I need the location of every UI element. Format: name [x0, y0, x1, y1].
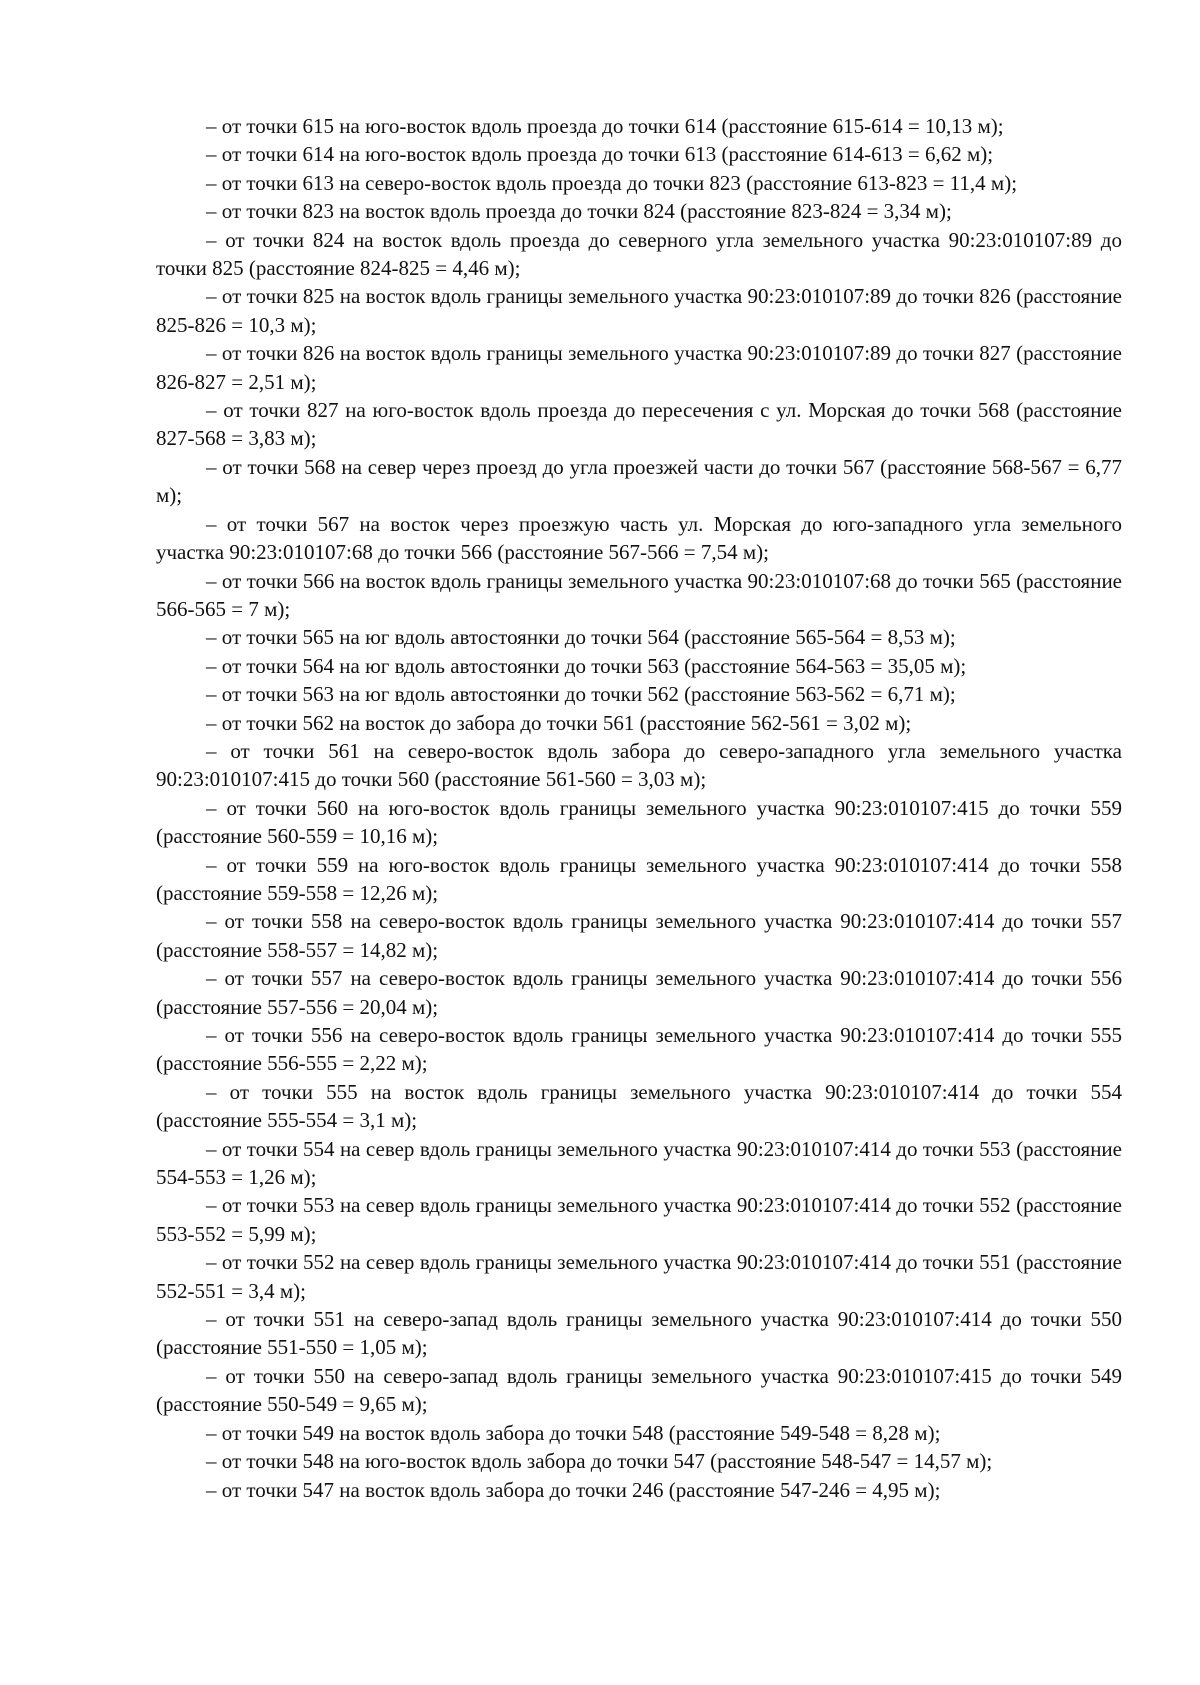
boundary-item: – от точки 557 на северо-восток вдоль границы земельного участка 90:23:010107:414 до точки 556 (расстояние 557-556 = 20,04 м); [156, 966, 1122, 1019]
boundary-item: – от точки 565 на юг вдоль автостоянки до точки 564 (расстояние 565-564 = 8,53 м); [206, 625, 956, 650]
boundary-item: – от точки 552 на север вдоль границы земельного участка 90:23:010107:414 до точки 551 (расстояние 552-551 = 3,4 м); [156, 1250, 1122, 1303]
boundary-item: – от точки 560 на юго-восток вдоль границы земельного участка 90:23:010107:415 до точки 559 (расстояние 560-559 = 10,16 м); [156, 795, 1122, 849]
boundary-item: – от точки 551 на северо-запад вдоль границы земельного участка 90:23:010107:414 до точки 550 (расстояние 551-550 = 1,05 м); [156, 1307, 1122, 1360]
boundary-item: – от точки 825 на восток вдоль границы земельного участка 90:23:010107:89 до точки 826 (расстояние 825-826 = 10,3 м); [156, 284, 1122, 337]
boundary-item: – от точки 559 на юго-восток вдоль границы земельного участка 90:23:010107:414 до точки 558 (расстояние 559-558 = 12,26 м); [156, 852, 1122, 905]
boundary-item: – от точки 613 на северо-восток вдоль проезда до точки 823 (расстояние 613-823 = 11,4 м); [206, 170, 1018, 195]
boundary-item: – от точки 568 на север через проезд до угла проезжей части до точки 567 (расстояние 568-567 = 6,77 м); [156, 454, 1122, 508]
boundary-item: – от точки 558 на северо-восток вдоль границы земельного участка 90:23:010107:414 до точки 557 (расстояние 558-557 = 14,82 м); [156, 909, 1122, 962]
boundary-item: – от точки 827 на юго-восток вдоль проезда до пересечения с ул. Морская до точки 568 (расстояние 827-568 = 3,83 м); [156, 398, 1122, 451]
boundary-item: – от точки 826 на восток вдоль границы земельного участка 90:23:010107:89 до точки 827 (расстояние 826-827 = 2,51 м); [156, 341, 1122, 394]
boundary-item: – от точки 550 на северо-запад вдоль границы земельного участка 90:23:010107:415 до точки 549 (расстояние 550-549 = 9,65 м); [156, 1363, 1122, 1417]
boundary-item: – от точки 561 на северо-восток вдоль забора до северо-западного угла земельного участка 90:23:010107:415 до точки 560 (расстояние 561-560 = 3,03 м); [156, 738, 1122, 792]
boundary-item: – от точки 824 на восток вдоль проезда до северного угла земельного участка 90:23:010107:89 до точки 825 (расстояние 824-825 = 4,46 м); [156, 227, 1122, 281]
boundary-item: – от точки 554 на север вдоль границы земельного участка 90:23:010107:414 до точки 553 (расстояние 554-553 = 1,26 м); [156, 1136, 1122, 1190]
boundary-item: – от точки 553 на север вдоль границы земельного участка 90:23:010107:414 до точки 552 (расстояние 553-552 = 5,99 м); [156, 1193, 1122, 1246]
boundary-item: – от точки 555 на восток вдоль границы земельного участка 90:23:010107:414 до точки 554 (расстояние 555-554 = 3,1 м); [156, 1079, 1122, 1133]
boundary-item: – от точки 567 на восток через проезжую часть ул. Морская до юго-западного угла земельного участка 90:23:010107:68 до точки 566 (расстояние 567-566 = 7,54 м); [156, 511, 1122, 565]
boundary-item: – от точки 556 на северо-восток вдоль границы земельного участка 90:23:010107:414 до точки 555 (расстояние 556-555 = 2,22 м); [156, 1023, 1122, 1076]
boundary-item: – от точки 549 на восток вдоль забора до точки 548 (расстояние 549-548 = 8,28 м); [206, 1420, 941, 1445]
boundary-item: – от точки 564 на юг вдоль автостоянки до точки 563 (расстояние 564-563 = 35,05 м); [206, 653, 967, 678]
boundary-description [156, 112, 1122, 1504]
boundary-item: – от точки 614 на юго-восток вдоль проезда до точки 613 (расстояние 614-613 = 6,62 м); [206, 142, 994, 167]
boundary-item: – от точки 615 на юго-восток вдоль проезда до точки 614 (расстояние 615-614 = 10,13 м); [206, 114, 1004, 138]
boundary-item: – от точки 547 на восток вдоль забора до точки 246 (расстояние 547-246 = 4,95 м); [206, 1477, 941, 1502]
boundary-item: – от точки 548 на юго-восток вдоль забора до точки 547 (расстояние 548-547 = 14,57 м); [206, 1449, 993, 1474]
boundary-item: – от точки 563 на юг вдоль автостоянки до точки 562 (расстояние 563-562 = 6,71 м); [206, 682, 956, 707]
boundary-item: – от точки 823 на восток вдоль проезда до точки 824 (расстояние 823-824 = 3,34 м); [206, 199, 952, 224]
boundary-item: – от точки 566 на восток вдоль границы земельного участка 90:23:010107:68 до точки 565 (расстояние 566-565 = 7 м); [156, 568, 1122, 621]
boundary-item: – от точки 562 на восток до забора до точки 561 (расстояние 562-561 = 3,02 м); [206, 710, 912, 735]
